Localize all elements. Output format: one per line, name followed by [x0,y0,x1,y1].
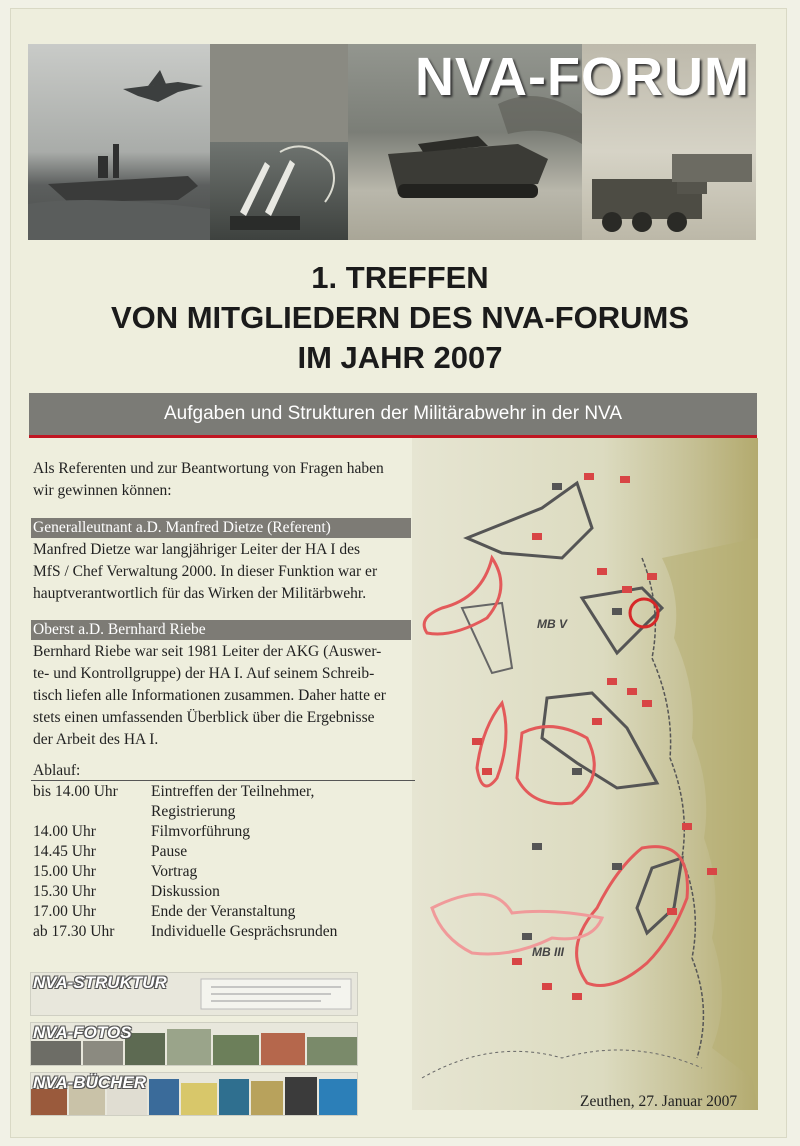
speaker-1-heading: Generalleutnant a.D. Manfred Dietze (Referent) [31,518,411,538]
map-graphic [412,438,758,1110]
event-heading [30,258,770,378]
speaker-2-line: tisch liefen alle Informationen zusammen. Daher hatte er [33,687,386,704]
schedule-table [31,782,421,942]
link-nva-fotos[interactable] [30,1022,358,1066]
schedule-desc: Filmvorführung [151,823,251,840]
intro-line-2: wir gewinnen können: [33,482,172,499]
missile-launch-illustration [210,142,348,240]
speaker-1-bio [33,539,423,605]
map-label-mb5: MB V [537,617,567,631]
banner-title: NVA-FORUM [415,47,750,107]
schedule-time: 14.45 Uhr [33,843,96,860]
speaker-1-line: Manfred Dietze war langjähriger Leiter der HA I des [33,541,361,558]
speaker-2-bio [33,641,423,751]
heading-line-3: IM JAHR 2007 [297,340,503,375]
heading-line-1: 1. TREFFEN [311,260,489,295]
link-nva-buecher[interactable] [30,1072,358,1116]
schedule-time: 14.00 Uhr [33,823,96,840]
schedule-row [31,802,421,822]
speaker-2-line: der Arbeit des HA I. [33,731,159,748]
speaker-1-line: hauptverantwortlich für das Wirken der Militärbwehr. [33,585,367,602]
link-label: NVA-FOTOS [33,1023,132,1042]
schedule-desc: Eintreffen der Teilnehmer, [151,783,315,800]
schedule-row [31,782,421,802]
map-label-mb3: MB III [532,945,564,959]
topic-bar: Aufgaben und Strukturen der Militärabwehr in der NVA [29,393,757,438]
photo-missiles [210,142,348,240]
heading-line-2: VON MITGLIEDERN DES NVA-FORUMS [110,300,690,335]
schedule-row [31,922,421,942]
schedule-time [31,802,151,822]
schedule-time: 15.00 Uhr [33,863,96,880]
speaker-1-line: MfS / Chef Verwaltung 2000. In dieser Funktion war er [33,563,378,580]
link-nva-struktur[interactable] [30,972,358,1016]
speaker-2-line: te- und Kontrollgruppe) der HA I. Auf seinem Schreib- [33,665,375,682]
speaker-2-heading: Oberst a.D. Bernhard Riebe [31,620,411,640]
schedule-label: Ablauf: [33,762,81,779]
intro-text [33,458,415,502]
speaker-2-line: Bernhard Riebe war seit 1981 Leiter der AKG (Auswer- [33,643,382,660]
header-photo-collage [28,44,756,240]
schedule-row [31,882,421,902]
schedule-desc: Diskussion [151,883,220,900]
schedule-desc: Pause [151,843,188,860]
link-label: NVA-BÜCHER [33,1073,147,1092]
schedule-desc: Vortrag [151,863,198,880]
schedule-row [31,842,421,862]
schedule-desc: Registrierung [151,803,236,820]
schedule-time: 15.30 Uhr [33,883,96,900]
schedule-row [31,862,421,882]
schedule-row [31,902,421,922]
jet-boat-illustration [28,44,210,240]
schedule-time: 17.00 Uhr [33,903,96,920]
link-label: NVA-STRUKTUR [33,973,167,992]
footer-place-date: Zeuthen, 27. Januar 2007 [580,1093,738,1110]
schedule-row [31,822,421,842]
military-district-map [412,438,758,1110]
intro-line-1: Als Referenten und zur Beantwortung von Fragen haben [33,460,384,477]
schedule-divider [31,780,415,781]
schedule-desc: Individuelle Gesprächsrunden [151,923,338,940]
photo-jet-and-boat [28,44,210,240]
schedule-time: ab 17.30 Uhr [33,923,115,940]
schedule-desc: Ende der Veranstaltung [151,903,296,920]
schedule-time: bis 14.00 Uhr [33,783,118,800]
speaker-2-line: stets einen umfassenden Überblick über die Ergebnisse [33,709,375,726]
